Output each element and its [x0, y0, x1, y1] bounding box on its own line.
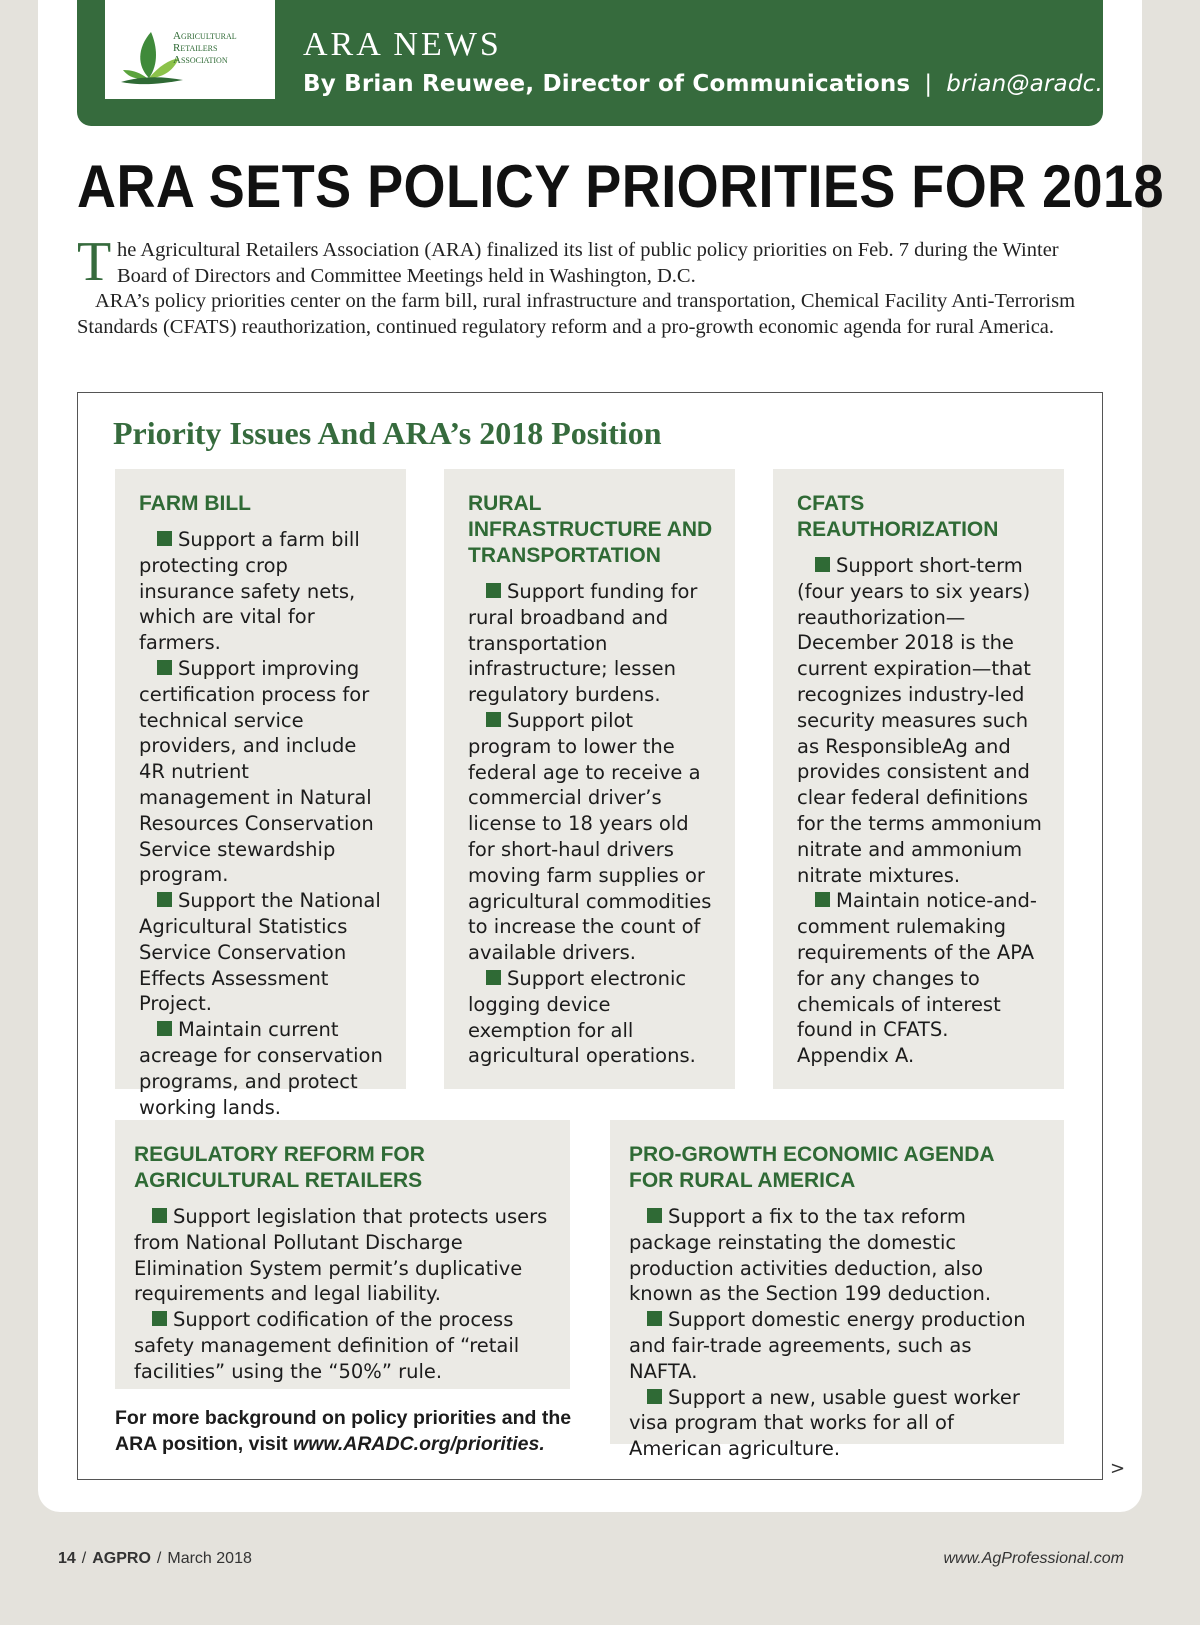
magazine-name: AGPRO [92, 1550, 151, 1567]
list-item: Support a farm bill protecting crop insurance safety nets, which are vital for farmers. [139, 528, 360, 655]
priority-issues-box [77, 392, 1103, 1480]
list-item: Maintain notice-and-comment rulemaking requirements of the APA for any changes to chemicals of interest found in CFATS. Appendix A. [797, 889, 1037, 1068]
next-page-arrow-icon[interactable]: > [1110, 1458, 1126, 1479]
byline-author: By Brian Reuwee, Director of Communications [303, 71, 911, 97]
intro-text-1: he Agricultural Retailers Association (ARA) finalized its list of public policy priorities on Feb. 7 during the Winter Board of Directors and Committee Meetings held in Washington, D.C. [117, 239, 1059, 287]
news-banner [77, 0, 1142, 126]
bullet-square-icon [152, 1311, 167, 1326]
logo-line-3: Association [173, 54, 228, 66]
list-item: Maintain current acreage for conservation programs, and protect working lands. [139, 1018, 383, 1119]
pro-growth-heading: PRO-GROWTH ECONOMIC AGENDA FOR RURAL AMERICA [629, 1143, 994, 1192]
farm-bill-panel [115, 469, 406, 1119]
priority-box-title: Priority Issues And ARA’s 2018 Position [113, 415, 662, 451]
bullet-square-icon [486, 970, 501, 985]
intro-paragraph-2: ARA’s policy priorities center on the farm bill, rural infrastructure and transportation, Chemical Facility Anti-Terrorism Standards (CFATS) reauthorization, continued regulatory reform and a pro-growth economic agenda for rural America. [77, 290, 1076, 338]
bullet-square-icon [486, 712, 501, 727]
article-headline: ARA SETS POLICY PRIORITIES FOR 2018 [77, 153, 1165, 220]
cfats-heading: CFATS REAUTHORIZATION [797, 492, 999, 541]
banner-title: ARA NEWS [303, 26, 502, 63]
folio-slash-1: / [81, 1550, 87, 1567]
bullet-square-icon [647, 1208, 662, 1223]
regulatory-reform-heading: REGULATORY REFORM FOR AGRICULTURAL RETAILERS [134, 1143, 425, 1192]
list-item: Support short-term (four years to six years) reauthorization—December 2018 is the current expiration—that recognizes industry-led security measures such as ResponsibleAg and provides consistent and clear federal definitions for the terms ammonium nitrate and ammonium nitrate mixtures. [797, 554, 1042, 887]
bullet-square-icon [815, 557, 830, 572]
folio-slash-2: / [156, 1550, 162, 1567]
bullet-square-icon [815, 892, 830, 907]
ara-logo [105, 0, 275, 99]
regulatory-reform-panel [115, 1120, 570, 1389]
bullet-square-icon [157, 1021, 172, 1036]
cfats-panel [773, 469, 1064, 1089]
list-item: Support a new, usable guest worker visa program that works for all of American agriculture. [629, 1385, 1020, 1461]
list-item: Support funding for rural broadband and transportation infrastructure; lessen regulatory burdens. [468, 580, 698, 707]
byline-separator: | [924, 71, 933, 97]
list-item: Support pilot program to lower the federal age to receive a commercial driver’s license to 18 years old for short-haul drivers moving farm supplies or agricultural commodities to increase the count of available drivers. [468, 708, 712, 965]
bullet-square-icon [157, 660, 172, 675]
list-item: Support codification of the process safety management definition of “retail facilities” using the “50%” rule. [134, 1308, 520, 1383]
list-item: Support a fix to the tax reform package reinstating the domestic production activities deduction, also known as the Section 199 deduction. [629, 1205, 992, 1306]
bullet-square-icon [157, 531, 172, 546]
farm-bill-heading: FARM BILL [139, 492, 251, 515]
list-item: Support improving certification process for technical service providers, and include 4R nutrient management in Natural Resources Conservation Service stewardship program. [139, 656, 374, 887]
logo-line-1: Agricultural [173, 30, 237, 42]
logo-wordmark [173, 30, 237, 66]
bullet-square-icon [647, 1311, 662, 1326]
pro-growth-panel [610, 1120, 1064, 1461]
page-number: 14 [58, 1550, 76, 1567]
logo-line-2: Retailers [173, 42, 218, 54]
priorities-link[interactable]: www.ARADC.org/priorities. [293, 1433, 545, 1455]
website-link[interactable]: www.AgProfessional.com [943, 1550, 1124, 1567]
rural-infrastructure-heading: RURAL INFRASTRUCTURE AND TRANSPORTATION [468, 492, 713, 567]
bullet-square-icon [647, 1389, 662, 1404]
drop-cap: T [77, 231, 112, 293]
list-item: Support electronic logging device exemption for all agricultural operations. [468, 966, 696, 1068]
list-item: Support legislation that protects users from National Pollutant Discharge Elimination System permit’s duplicative requirements and legal liability. [134, 1205, 548, 1306]
bullet-square-icon [152, 1208, 167, 1223]
page-folio [58, 1550, 252, 1568]
bullet-square-icon [486, 583, 501, 598]
byline [303, 71, 1142, 97]
rural-infrastructure-panel [444, 469, 735, 1089]
bullet-square-icon [157, 892, 172, 907]
article-intro [77, 231, 1087, 340]
list-item: Support domestic energy production and fair-trade agreements, such as NAFTA. [629, 1308, 1026, 1383]
issue-date: March 2018 [167, 1550, 252, 1567]
list-item: Support the National Agricultural Statistics Service Conservation Effects Assessment Project. [139, 889, 381, 1016]
intro-paragraph-1 [77, 231, 1087, 293]
author-email-link[interactable]: brian@aradc.org [946, 71, 1142, 97]
more-info-text: For more background on policy priorities and the ARA position, visit [115, 1407, 572, 1455]
more-info-note [115, 1405, 585, 1457]
